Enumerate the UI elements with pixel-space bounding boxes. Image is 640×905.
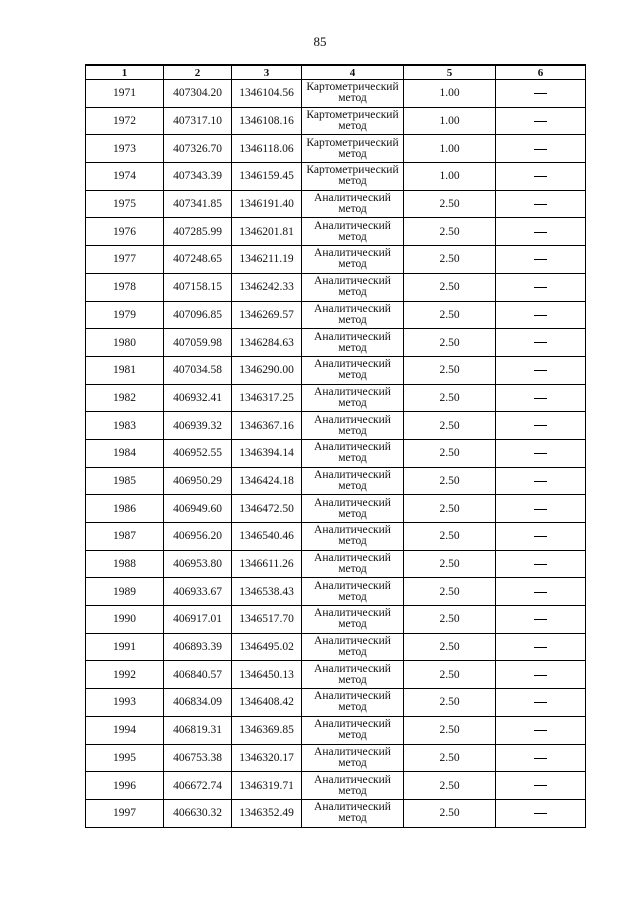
- header-row: [86, 65, 586, 80]
- point-number-cell: 1978: [86, 273, 164, 301]
- method-cell: Аналитический метод: [302, 190, 404, 218]
- note-cell: [496, 661, 586, 689]
- y-coordinate-cell: 1346320.17: [232, 744, 302, 772]
- method-cell: Картометрический метод: [302, 80, 404, 108]
- method-cell: Аналитический метод: [302, 550, 404, 578]
- method-cell: Аналитический метод: [302, 218, 404, 246]
- table-row: [86, 163, 586, 191]
- table-row: [86, 439, 586, 467]
- note-cell: [496, 716, 586, 744]
- table-row: [86, 578, 586, 606]
- header-col-2: 2: [164, 65, 232, 80]
- y-coordinate-cell: 1346108.16: [232, 107, 302, 135]
- note-cell: [496, 135, 586, 163]
- x-coordinate-cell: 406819.31: [164, 716, 232, 744]
- table-row: [86, 550, 586, 578]
- x-coordinate-cell: 406753.38: [164, 744, 232, 772]
- x-coordinate-cell: 407285.99: [164, 218, 232, 246]
- error-cell: 2.50: [404, 190, 496, 218]
- error-cell: 2.50: [404, 633, 496, 661]
- y-coordinate-cell: 1346201.81: [232, 218, 302, 246]
- y-coordinate-cell: 1346540.46: [232, 523, 302, 551]
- x-coordinate-cell: 407158.15: [164, 273, 232, 301]
- x-coordinate-cell: 406933.67: [164, 578, 232, 606]
- method-cell: Аналитический метод: [302, 661, 404, 689]
- note-cell: [496, 246, 586, 274]
- y-coordinate-cell: 1346242.33: [232, 273, 302, 301]
- header-col-6: 6: [496, 65, 586, 80]
- table-row: [86, 384, 586, 412]
- point-number-cell: 1974: [86, 163, 164, 191]
- y-coordinate-cell: 1346352.49: [232, 799, 302, 827]
- point-number-cell: 1997: [86, 799, 164, 827]
- point-number-cell: 1972: [86, 107, 164, 135]
- error-cell: 1.00: [404, 163, 496, 191]
- method-cell: Аналитический метод: [302, 412, 404, 440]
- table-row: [86, 661, 586, 689]
- point-number-cell: 1995: [86, 744, 164, 772]
- note-cell: [496, 606, 586, 634]
- page-number: 85: [313, 34, 327, 49]
- dash-mark: [534, 675, 547, 676]
- error-cell: 2.50: [404, 329, 496, 357]
- dash-mark: [534, 592, 547, 593]
- table-row: [86, 190, 586, 218]
- y-coordinate-cell: 1346319.71: [232, 772, 302, 800]
- dash-mark: [534, 564, 547, 565]
- table-row: [86, 523, 586, 551]
- table-row: [86, 246, 586, 274]
- dash-mark: [534, 287, 547, 288]
- error-cell: 2.50: [404, 523, 496, 551]
- note-cell: [496, 744, 586, 772]
- error-cell: 2.50: [404, 384, 496, 412]
- x-coordinate-cell: 407096.85: [164, 301, 232, 329]
- x-coordinate-cell: 406834.09: [164, 689, 232, 717]
- note-cell: [496, 107, 586, 135]
- method-cell: Аналитический метод: [302, 606, 404, 634]
- dash-mark: [534, 121, 547, 122]
- error-cell: 2.50: [404, 550, 496, 578]
- coordinates-table: [85, 64, 586, 828]
- error-cell: 1.00: [404, 135, 496, 163]
- error-cell: 2.50: [404, 744, 496, 772]
- point-number-cell: 1987: [86, 523, 164, 551]
- table-row: [86, 799, 586, 827]
- x-coordinate-cell: 406672.74: [164, 772, 232, 800]
- dash-mark: [534, 758, 547, 759]
- x-coordinate-cell: 406893.39: [164, 633, 232, 661]
- method-cell: Аналитический метод: [302, 578, 404, 606]
- error-cell: 1.00: [404, 107, 496, 135]
- note-cell: [496, 495, 586, 523]
- note-cell: [496, 80, 586, 108]
- x-coordinate-cell: 407059.98: [164, 329, 232, 357]
- y-coordinate-cell: 1346284.63: [232, 329, 302, 357]
- point-number-cell: 1971: [86, 80, 164, 108]
- x-coordinate-cell: 407326.70: [164, 135, 232, 163]
- y-coordinate-cell: 1346472.50: [232, 495, 302, 523]
- note-cell: [496, 218, 586, 246]
- x-coordinate-cell: 407034.58: [164, 356, 232, 384]
- table-row: [86, 412, 586, 440]
- y-coordinate-cell: 1346517.70: [232, 606, 302, 634]
- error-cell: 2.50: [404, 606, 496, 634]
- method-cell: Аналитический метод: [302, 523, 404, 551]
- method-cell: Аналитический метод: [302, 246, 404, 274]
- point-number-cell: 1994: [86, 716, 164, 744]
- dash-mark: [534, 481, 547, 482]
- error-cell: 2.50: [404, 772, 496, 800]
- dash-mark: [534, 536, 547, 537]
- x-coordinate-cell: 406950.29: [164, 467, 232, 495]
- point-number-cell: 1992: [86, 661, 164, 689]
- point-number-cell: 1996: [86, 772, 164, 800]
- method-cell: Аналитический метод: [302, 439, 404, 467]
- dash-mark: [534, 149, 547, 150]
- method-cell: Аналитический метод: [302, 716, 404, 744]
- point-number-cell: 1979: [86, 301, 164, 329]
- note-cell: [496, 412, 586, 440]
- method-cell: Аналитический метод: [302, 744, 404, 772]
- note-cell: [496, 633, 586, 661]
- point-number-cell: 1980: [86, 329, 164, 357]
- point-number-cell: 1984: [86, 439, 164, 467]
- note-cell: [496, 689, 586, 717]
- x-coordinate-cell: 407248.65: [164, 246, 232, 274]
- table-row: [86, 744, 586, 772]
- error-cell: 2.50: [404, 799, 496, 827]
- point-number-cell: 1976: [86, 218, 164, 246]
- x-coordinate-cell: 407304.20: [164, 80, 232, 108]
- table-row: [86, 135, 586, 163]
- y-coordinate-cell: 1346450.13: [232, 661, 302, 689]
- table-row: [86, 107, 586, 135]
- dash-mark: [534, 813, 547, 814]
- table-row: [86, 356, 586, 384]
- note-cell: [496, 523, 586, 551]
- point-number-cell: 1975: [86, 190, 164, 218]
- error-cell: 1.00: [404, 80, 496, 108]
- note-cell: [496, 467, 586, 495]
- table-row: [86, 716, 586, 744]
- method-cell: Аналитический метод: [302, 301, 404, 329]
- x-coordinate-cell: 406956.20: [164, 523, 232, 551]
- method-cell: Аналитический метод: [302, 273, 404, 301]
- note-cell: [496, 578, 586, 606]
- note-cell: [496, 799, 586, 827]
- y-coordinate-cell: 1346408.42: [232, 689, 302, 717]
- method-cell: Картометрический метод: [302, 135, 404, 163]
- x-coordinate-cell: 406939.32: [164, 412, 232, 440]
- dash-mark: [534, 619, 547, 620]
- header-col-3: 3: [232, 65, 302, 80]
- dash-mark: [534, 204, 547, 205]
- point-number-cell: 1981: [86, 356, 164, 384]
- dash-mark: [534, 398, 547, 399]
- note-cell: [496, 301, 586, 329]
- dash-mark: [534, 647, 547, 648]
- dash-mark: [534, 785, 547, 786]
- error-cell: 2.50: [404, 301, 496, 329]
- dash-mark: [534, 702, 547, 703]
- y-coordinate-cell: 1346191.40: [232, 190, 302, 218]
- point-number-cell: 1985: [86, 467, 164, 495]
- y-coordinate-cell: 1346159.45: [232, 163, 302, 191]
- error-cell: 2.50: [404, 246, 496, 274]
- table-row: [86, 495, 586, 523]
- point-number-cell: 1988: [86, 550, 164, 578]
- point-number-cell: 1993: [86, 689, 164, 717]
- y-coordinate-cell: 1346538.43: [232, 578, 302, 606]
- note-cell: [496, 190, 586, 218]
- dash-mark: [534, 730, 547, 731]
- table-row: [86, 467, 586, 495]
- dash-mark: [534, 176, 547, 177]
- table-row: [86, 633, 586, 661]
- table-row: [86, 606, 586, 634]
- point-number-cell: 1991: [86, 633, 164, 661]
- header-col-1: 1: [86, 65, 164, 80]
- note-cell: [496, 550, 586, 578]
- y-coordinate-cell: 1346317.25: [232, 384, 302, 412]
- error-cell: 2.50: [404, 495, 496, 523]
- x-coordinate-cell: 407341.85: [164, 190, 232, 218]
- point-number-cell: 1990: [86, 606, 164, 634]
- table-body: [86, 80, 586, 828]
- table-row: [86, 689, 586, 717]
- point-number-cell: 1983: [86, 412, 164, 440]
- method-cell: Аналитический метод: [302, 495, 404, 523]
- method-cell: Аналитический метод: [302, 772, 404, 800]
- error-cell: 2.50: [404, 716, 496, 744]
- dash-mark: [534, 370, 547, 371]
- note-cell: [496, 439, 586, 467]
- note-cell: [496, 356, 586, 384]
- x-coordinate-cell: 406917.01: [164, 606, 232, 634]
- dash-mark: [534, 342, 547, 343]
- x-coordinate-cell: 406953.80: [164, 550, 232, 578]
- header-col-5: 5: [404, 65, 496, 80]
- x-coordinate-cell: 407343.39: [164, 163, 232, 191]
- error-cell: 2.50: [404, 578, 496, 606]
- point-number-cell: 1982: [86, 384, 164, 412]
- note-cell: [496, 384, 586, 412]
- error-cell: 2.50: [404, 661, 496, 689]
- note-cell: [496, 329, 586, 357]
- table-row: [86, 329, 586, 357]
- method-cell: Аналитический метод: [302, 633, 404, 661]
- dash-mark: [534, 232, 547, 233]
- y-coordinate-cell: 1346367.16: [232, 412, 302, 440]
- y-coordinate-cell: 1346611.26: [232, 550, 302, 578]
- table-row: [86, 301, 586, 329]
- table-row: [86, 772, 586, 800]
- method-cell: Аналитический метод: [302, 799, 404, 827]
- method-cell: Аналитический метод: [302, 384, 404, 412]
- table-row: [86, 218, 586, 246]
- error-cell: 2.50: [404, 467, 496, 495]
- error-cell: 2.50: [404, 273, 496, 301]
- error-cell: 2.50: [404, 218, 496, 246]
- error-cell: 2.50: [404, 439, 496, 467]
- note-cell: [496, 772, 586, 800]
- method-cell: Аналитический метод: [302, 689, 404, 717]
- dash-mark: [534, 259, 547, 260]
- y-coordinate-cell: 1346394.14: [232, 439, 302, 467]
- point-number-cell: 1989: [86, 578, 164, 606]
- table-row: [86, 80, 586, 108]
- y-coordinate-cell: 1346424.18: [232, 467, 302, 495]
- dash-mark: [534, 425, 547, 426]
- y-coordinate-cell: 1346369.85: [232, 716, 302, 744]
- point-number-cell: 1977: [86, 246, 164, 274]
- table-row: [86, 273, 586, 301]
- y-coordinate-cell: 1346211.19: [232, 246, 302, 274]
- method-cell: Аналитический метод: [302, 467, 404, 495]
- method-cell: Картометрический метод: [302, 107, 404, 135]
- x-coordinate-cell: 406840.57: [164, 661, 232, 689]
- error-cell: 2.50: [404, 356, 496, 384]
- method-cell: Картометрический метод: [302, 163, 404, 191]
- dash-mark: [534, 509, 547, 510]
- x-coordinate-cell: 406952.55: [164, 439, 232, 467]
- y-coordinate-cell: 1346290.00: [232, 356, 302, 384]
- dash-mark: [534, 453, 547, 454]
- method-cell: Аналитический метод: [302, 356, 404, 384]
- dash-mark: [534, 93, 547, 94]
- y-coordinate-cell: 1346495.02: [232, 633, 302, 661]
- point-number-cell: 1986: [86, 495, 164, 523]
- y-coordinate-cell: 1346118.06: [232, 135, 302, 163]
- y-coordinate-cell: 1346269.57: [232, 301, 302, 329]
- x-coordinate-cell: 407317.10: [164, 107, 232, 135]
- table-header: [86, 65, 586, 80]
- note-cell: [496, 163, 586, 191]
- x-coordinate-cell: 406932.41: [164, 384, 232, 412]
- error-cell: 2.50: [404, 412, 496, 440]
- note-cell: [496, 273, 586, 301]
- error-cell: 2.50: [404, 689, 496, 717]
- point-number-cell: 1973: [86, 135, 164, 163]
- x-coordinate-cell: 406949.60: [164, 495, 232, 523]
- method-cell: Аналитический метод: [302, 329, 404, 357]
- dash-mark: [534, 315, 547, 316]
- y-coordinate-cell: 1346104.56: [232, 80, 302, 108]
- header-col-4: 4: [302, 65, 404, 80]
- x-coordinate-cell: 406630.32: [164, 799, 232, 827]
